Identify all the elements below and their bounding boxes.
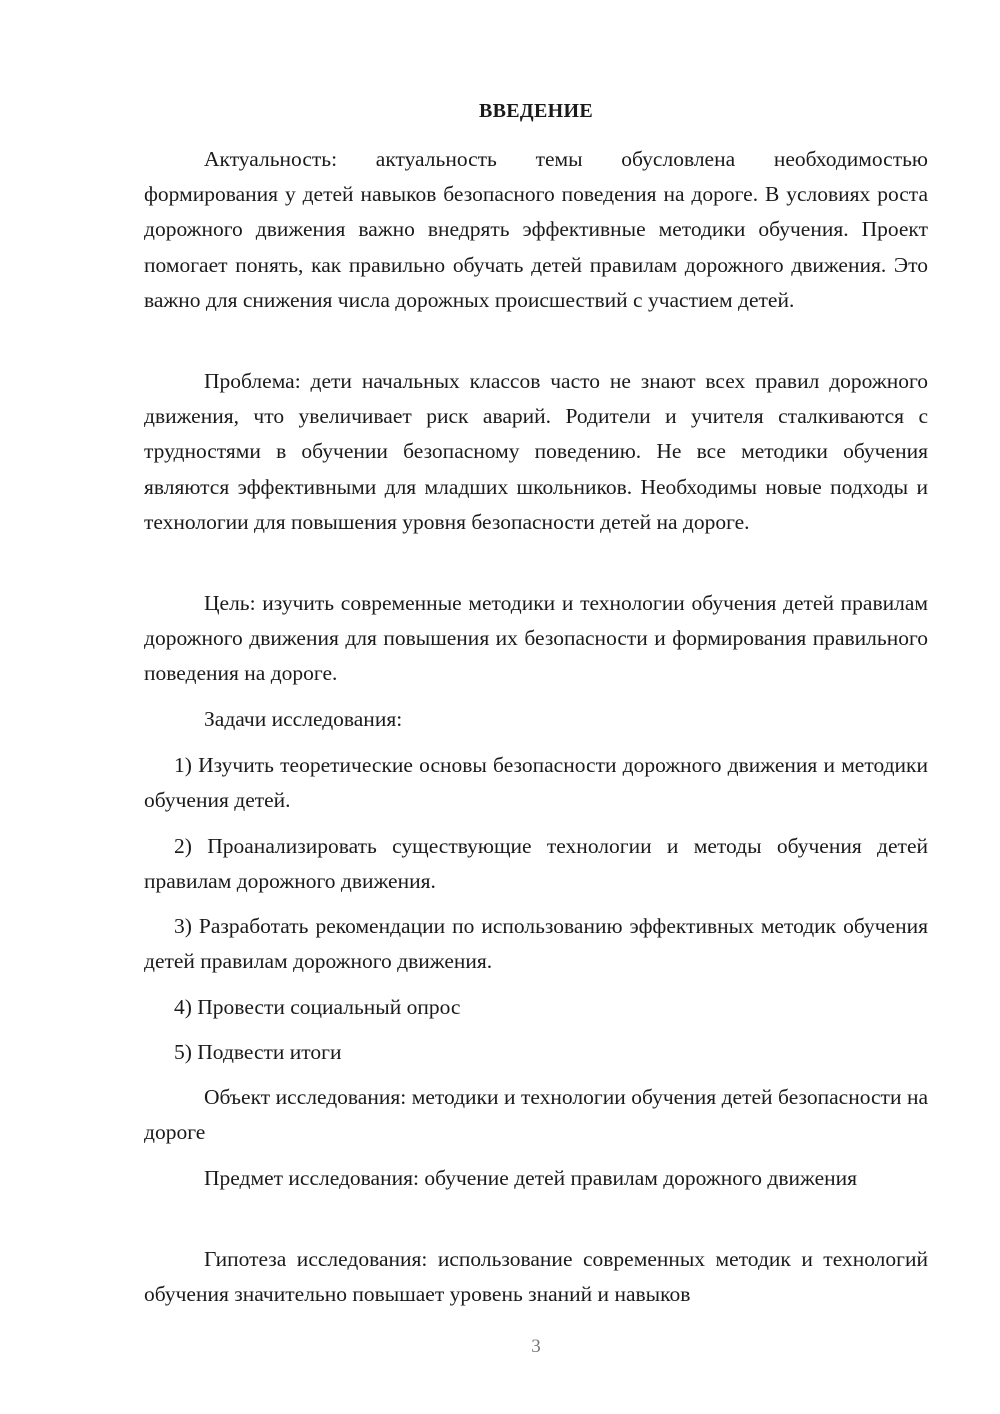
task-item-2: 2) Проанализировать существующие технологии и методы обучения детей правилам дорожного движения.: [144, 834, 928, 894]
paragraph-object: Объект исследования: методики и технологии обучения детей безопасности на дороге: [144, 1085, 928, 1145]
paragraph-subject: Предмет исследования: обучение детей правилам дорожного движения: [204, 1166, 858, 1190]
page-number: 3: [531, 1336, 541, 1357]
task-item-5: 5) Подвести итоги: [174, 1040, 342, 1064]
task-item-1: 1) Изучить теоретические основы безопасности дорожного движения и методики обучения детей.: [144, 753, 928, 813]
task-item-4: 4) Провести социальный опрос: [174, 995, 461, 1019]
task-item-3: 3) Разработать рекомендации по использованию эффективных методик обучения детей правилам дорожного движения.: [144, 914, 928, 974]
paragraph-problem: Проблема: дети начальных классов часто не знают всех правил дорожного движения, что увеличивает риск аварий. Родители и учителя сталкиваются с трудностями в обучении безопасному поведению. Не все методики обучения являются эффективными для младших школьников. Необходимы новые подходы и технологии для повышения уровня безопасности детей на дороге.: [144, 369, 928, 534]
paragraph-goal: Цель: изучить современные методики и технологии обучения детей правилам дорожного движения для повышения их безопасности и формирования правильного поведения на дороге.: [144, 591, 928, 686]
paragraph-relevance: Актуальность: актуальность темы обусловлена необходимостью формирования у детей навыков безопасного поведения на дороге. В условиях роста дорожного движения важно внедрять эффективные методики обучения. Проект помогает понять, как правильно обучать детей правилам дорожного движения. Это важно для снижения числа дорожных происшествий с участием детей.: [144, 147, 928, 312]
page-heading: ВВЕДЕНИЕ: [479, 100, 593, 122]
paragraph-hypothesis: Гипотеза исследования: использование современных методик и технологий обучения значительно повышает уровень знаний и навыков: [144, 1247, 928, 1307]
tasks-title: Задачи исследования:: [204, 707, 403, 731]
